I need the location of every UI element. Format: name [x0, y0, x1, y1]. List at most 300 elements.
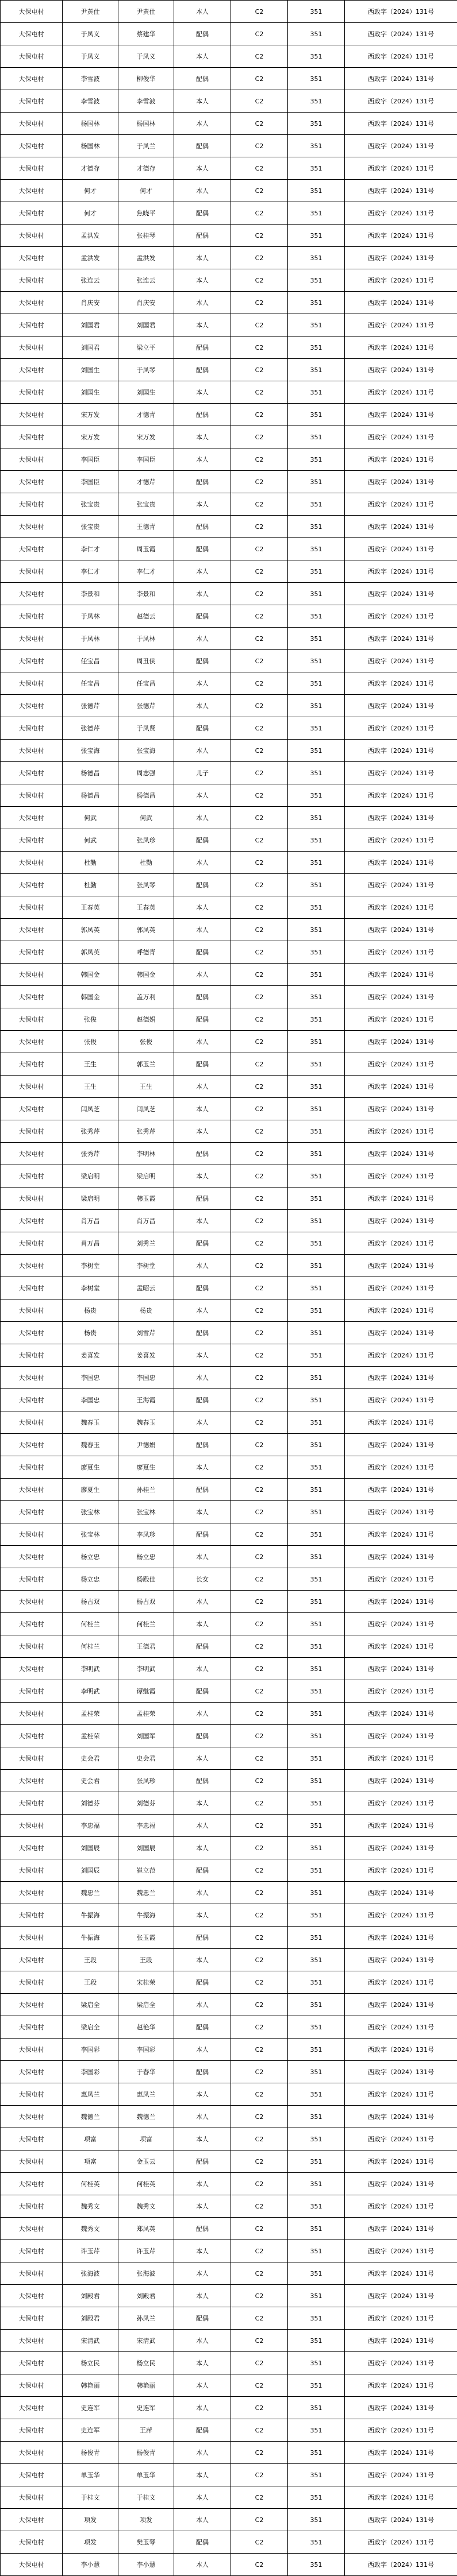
household-head-cell: 于凤义 — [63, 45, 118, 68]
amount-cell: 351 — [288, 1456, 345, 1479]
relation-cell: 本人 — [174, 1, 231, 23]
table-row — [1, 2061, 457, 2083]
table-row — [1, 2128, 457, 2150]
table-row — [1, 1658, 457, 1680]
document-number-cell: 西政字（2024）131号 — [345, 538, 457, 560]
class-cell: C2 — [231, 157, 288, 180]
class-cell: C2 — [231, 672, 288, 695]
class-cell: C2 — [231, 1053, 288, 1076]
household-head-cell: 孟洪发 — [63, 225, 118, 247]
village-cell: 大保屯村 — [1, 269, 63, 292]
class-cell: C2 — [231, 2486, 288, 2509]
amount-cell: 351 — [288, 1703, 345, 1725]
class-cell: C2 — [231, 919, 288, 941]
household-head-cell: 王生 — [63, 1076, 118, 1098]
table-row — [1, 1210, 457, 1232]
village-cell: 大保屯村 — [1, 986, 63, 1008]
household-head-cell: 梁启明 — [63, 1188, 118, 1210]
amount-cell: 351 — [288, 762, 345, 784]
class-cell: C2 — [231, 1255, 288, 1277]
household-head-cell: 牛振海 — [63, 1927, 118, 1949]
amount-cell: 351 — [288, 1591, 345, 1613]
amount-cell: 351 — [288, 1031, 345, 1053]
table-row — [1, 225, 457, 247]
village-cell: 大保屯村 — [1, 448, 63, 471]
document-number-cell: 西政字（2024）131号 — [345, 1747, 457, 1770]
table-row — [1, 23, 457, 45]
relation-cell: 本人 — [174, 2352, 231, 2374]
document-number-cell: 西政字（2024）131号 — [345, 247, 457, 269]
member-name-cell: 张凤琴 — [118, 874, 174, 896]
member-name-cell: 金玉云 — [118, 2150, 174, 2173]
document-number-cell: 西政字（2024）131号 — [345, 1815, 457, 1837]
table-row — [1, 2307, 457, 2330]
member-name-cell: 柳俊华 — [118, 68, 174, 90]
relation-cell: 配偶 — [174, 2061, 231, 2083]
household-head-cell: 刘国辰 — [63, 1837, 118, 1859]
amount-cell: 351 — [288, 1344, 345, 1367]
document-number-cell: 西政字（2024）131号 — [345, 2150, 457, 2173]
amount-cell: 351 — [288, 2285, 345, 2307]
relation-cell: 本人 — [174, 2195, 231, 2218]
member-name-cell: 尹德娟 — [118, 1434, 174, 1456]
member-name-cell: 李景和 — [118, 583, 174, 605]
village-cell: 大保屯村 — [1, 2442, 63, 2464]
village-cell: 大保屯村 — [1, 1658, 63, 1680]
member-name-cell: 刘国君 — [118, 314, 174, 336]
table-row — [1, 1904, 457, 1927]
village-cell: 大保屯村 — [1, 1344, 63, 1367]
relation-cell: 配偶 — [174, 1389, 231, 1411]
class-cell: C2 — [231, 1815, 288, 1837]
household-head-cell: 杨国林 — [63, 135, 118, 157]
member-name-cell: 张宝林 — [118, 1501, 174, 1523]
class-cell: C2 — [231, 426, 288, 448]
village-cell: 大保屯村 — [1, 1098, 63, 1120]
relation-cell: 长女 — [174, 1568, 231, 1591]
class-cell: C2 — [231, 2464, 288, 2486]
relation-cell: 配偶 — [174, 650, 231, 672]
village-cell: 大保屯村 — [1, 829, 63, 852]
class-cell: C2 — [231, 1456, 288, 1479]
class-cell: C2 — [231, 292, 288, 314]
document-number-cell: 西政字（2024）131号 — [345, 1546, 457, 1568]
member-name-cell: 孙桂兰 — [118, 1479, 174, 1501]
member-name-cell: 张秀芹 — [118, 1120, 174, 1143]
relation-cell: 本人 — [174, 1703, 231, 1725]
household-head-cell: 何才 — [63, 180, 118, 202]
amount-cell: 351 — [288, 1904, 345, 1927]
class-cell: C2 — [231, 448, 288, 471]
member-name-cell: 张连云 — [118, 269, 174, 292]
document-number-cell: 西政字（2024）131号 — [345, 1523, 457, 1546]
table-row — [1, 2531, 457, 2554]
table-row — [1, 829, 457, 852]
amount-cell: 351 — [288, 583, 345, 605]
class-cell: C2 — [231, 225, 288, 247]
document-number-cell: 西政字（2024）131号 — [345, 225, 457, 247]
relation-cell: 本人 — [174, 2442, 231, 2464]
document-number-cell: 西政字（2024）131号 — [345, 672, 457, 695]
village-cell: 大保屯村 — [1, 1434, 63, 1456]
household-head-cell: 项发 — [63, 2531, 118, 2554]
table-row — [1, 1143, 457, 1165]
relation-cell: 配偶 — [174, 1143, 231, 1165]
household-head-cell: 李国臣 — [63, 448, 118, 471]
document-number-cell: 西政字（2024）131号 — [345, 336, 457, 359]
member-name-cell: 张凤珍 — [118, 1770, 174, 1792]
village-cell: 大保屯村 — [1, 964, 63, 986]
household-head-cell: 杨俊青 — [63, 2442, 118, 2464]
class-cell: C2 — [231, 2262, 288, 2285]
household-head-cell: 杜勤 — [63, 874, 118, 896]
document-number-cell: 西政字（2024）131号 — [345, 1479, 457, 1501]
village-cell: 大保屯村 — [1, 650, 63, 672]
household-head-cell: 孟洪发 — [63, 247, 118, 269]
relation-cell: 本人 — [174, 919, 231, 941]
village-cell: 大保屯村 — [1, 762, 63, 784]
village-cell: 大保屯村 — [1, 2509, 63, 2531]
table-row — [1, 2554, 457, 2576]
village-cell: 大保屯村 — [1, 2330, 63, 2352]
document-number-cell: 西政字（2024）131号 — [345, 807, 457, 829]
document-number-cell: 西政字（2024）131号 — [345, 68, 457, 90]
amount-cell: 351 — [288, 1971, 345, 1994]
class-cell: C2 — [231, 1143, 288, 1165]
relation-cell: 配偶 — [174, 471, 231, 493]
village-cell: 大保屯村 — [1, 359, 63, 381]
household-head-cell: 郭凤英 — [63, 919, 118, 941]
village-cell: 大保屯村 — [1, 1479, 63, 1501]
amount-cell: 351 — [288, 2083, 345, 2106]
table-row — [1, 1501, 457, 1523]
class-cell: C2 — [231, 2419, 288, 2442]
relation-cell: 本人 — [174, 1792, 231, 1815]
household-head-cell: 张德芹 — [63, 717, 118, 740]
member-name-cell: 刘国军 — [118, 1725, 174, 1747]
class-cell: C2 — [231, 2106, 288, 2128]
member-name-cell: 魏忠兰 — [118, 1882, 174, 1904]
table-row — [1, 1546, 457, 1568]
household-head-cell: 魏秀文 — [63, 2218, 118, 2240]
amount-cell: 351 — [288, 650, 345, 672]
document-number-cell: 西政字（2024）131号 — [345, 986, 457, 1008]
relation-cell: 配偶 — [174, 2531, 231, 2554]
document-number-cell: 西政字（2024）131号 — [345, 135, 457, 157]
table-row — [1, 269, 457, 292]
amount-cell: 351 — [288, 1927, 345, 1949]
document-number-cell: 西政字（2024）131号 — [345, 740, 457, 762]
amount-cell: 351 — [288, 1434, 345, 1456]
document-number-cell: 西政字（2024）131号 — [345, 1389, 457, 1411]
table-row — [1, 2352, 457, 2374]
document-number-cell: 西政字（2024）131号 — [345, 45, 457, 68]
amount-cell: 351 — [288, 1210, 345, 1232]
relation-cell: 本人 — [174, 1076, 231, 1098]
village-cell: 大保屯村 — [1, 740, 63, 762]
member-name-cell: 史连军 — [118, 2397, 174, 2419]
table-row — [1, 1927, 457, 1949]
household-head-cell: 李明武 — [63, 1680, 118, 1703]
document-number-cell: 西政字（2024）131号 — [345, 583, 457, 605]
village-cell: 大保屯村 — [1, 2307, 63, 2330]
table-row — [1, 1613, 457, 1635]
class-cell: C2 — [231, 1568, 288, 1591]
document-number-cell: 西政字（2024）131号 — [345, 1456, 457, 1479]
amount-cell: 351 — [288, 1165, 345, 1188]
document-number-cell: 西政字（2024）131号 — [345, 2262, 457, 2285]
village-cell: 大保屯村 — [1, 2106, 63, 2128]
member-name-cell: 刘殿君 — [118, 2285, 174, 2307]
relation-cell: 本人 — [174, 1501, 231, 1523]
document-number-cell: 西政字（2024）131号 — [345, 1143, 457, 1165]
amount-cell: 351 — [288, 359, 345, 381]
household-head-cell: 李国彩 — [63, 2039, 118, 2061]
class-cell: C2 — [231, 560, 288, 583]
relation-cell: 配偶 — [174, 1232, 231, 1255]
class-cell: C2 — [231, 1949, 288, 1971]
relation-cell: 配偶 — [174, 986, 231, 1008]
class-cell: C2 — [231, 762, 288, 784]
member-name-cell: 周志强 — [118, 762, 174, 784]
amount-cell: 351 — [288, 314, 345, 336]
household-head-cell: 李国忠 — [63, 1367, 118, 1389]
class-cell: C2 — [231, 381, 288, 404]
household-head-cell: 李雪波 — [63, 68, 118, 90]
household-head-cell: 魏忠兰 — [63, 1882, 118, 1904]
member-name-cell: 李忠福 — [118, 1815, 174, 1837]
member-name-cell: 孟洪发 — [118, 247, 174, 269]
table-row — [1, 740, 457, 762]
document-number-cell: 西政字（2024）131号 — [345, 941, 457, 964]
member-name-cell: 周玉霞 — [118, 538, 174, 560]
member-name-cell: 李国臣 — [118, 448, 174, 471]
village-cell: 大保屯村 — [1, 426, 63, 448]
relation-cell: 本人 — [174, 381, 231, 404]
table-row — [1, 717, 457, 740]
amount-cell: 351 — [288, 2218, 345, 2240]
class-cell: C2 — [231, 2218, 288, 2240]
village-cell: 大保屯村 — [1, 180, 63, 202]
class-cell: C2 — [231, 1188, 288, 1210]
village-cell: 大保屯村 — [1, 157, 63, 180]
member-name-cell: 刘雪芹 — [118, 1322, 174, 1344]
table-row — [1, 68, 457, 90]
relation-cell: 本人 — [174, 2240, 231, 2262]
document-number-cell: 西政字（2024）131号 — [345, 2083, 457, 2106]
amount-cell: 351 — [288, 605, 345, 628]
amount-cell: 351 — [288, 1076, 345, 1098]
household-head-cell: 张宝贵 — [63, 516, 118, 538]
amount-cell: 351 — [288, 2106, 345, 2128]
amount-cell: 351 — [288, 1770, 345, 1792]
amount-cell: 351 — [288, 336, 345, 359]
village-cell: 大保屯村 — [1, 1703, 63, 1725]
class-cell: C2 — [231, 2016, 288, 2039]
class-cell: C2 — [231, 538, 288, 560]
relation-cell: 本人 — [174, 1747, 231, 1770]
class-cell: C2 — [231, 269, 288, 292]
table-row — [1, 1434, 457, 1456]
household-head-cell: 王生 — [63, 1053, 118, 1076]
village-cell: 大保屯村 — [1, 2039, 63, 2061]
household-head-cell: 梁启明 — [63, 1165, 118, 1188]
member-name-cell: 韩玉霞 — [118, 1188, 174, 1210]
amount-cell: 351 — [288, 1568, 345, 1591]
member-name-cell: 魏秀文 — [118, 2195, 174, 2218]
class-cell: C2 — [231, 2397, 288, 2419]
household-head-cell: 许玉芹 — [63, 2240, 118, 2262]
document-number-cell: 西政字（2024）131号 — [345, 1591, 457, 1613]
document-number-cell: 西政字（2024）131号 — [345, 695, 457, 717]
class-cell: C2 — [231, 1344, 288, 1367]
amount-cell: 351 — [288, 2128, 345, 2150]
member-name-cell: 李小慧 — [118, 2554, 174, 2576]
amount-cell: 351 — [288, 2195, 345, 2218]
table-row — [1, 1098, 457, 1120]
relation-cell: 配偶 — [174, 1859, 231, 1882]
document-number-cell: 西政字（2024）131号 — [345, 2419, 457, 2442]
relation-cell: 配偶 — [174, 1971, 231, 1994]
member-name-cell: 王段 — [118, 1949, 174, 1971]
member-name-cell: 姜喜发 — [118, 1344, 174, 1367]
relation-cell: 配偶 — [174, 202, 231, 225]
document-number-cell: 西政字（2024）131号 — [345, 2307, 457, 2330]
member-name-cell: 王德青 — [118, 516, 174, 538]
member-name-cell: 呼德青 — [118, 941, 174, 964]
member-name-cell: 宋万发 — [118, 426, 174, 448]
class-cell: C2 — [231, 2307, 288, 2330]
household-head-cell: 杜勤 — [63, 852, 118, 874]
table-row — [1, 2464, 457, 2486]
relation-cell: 本人 — [174, 695, 231, 717]
table-row — [1, 1076, 457, 1098]
amount-cell: 351 — [288, 672, 345, 695]
class-cell: C2 — [231, 1770, 288, 1792]
household-head-cell: 项富 — [63, 2150, 118, 2173]
relation-cell: 本人 — [174, 896, 231, 919]
table-row — [1, 1971, 457, 1994]
table-row — [1, 650, 457, 672]
village-cell: 大保屯村 — [1, 807, 63, 829]
village-cell: 大保屯村 — [1, 1, 63, 23]
village-cell: 大保屯村 — [1, 2173, 63, 2195]
class-cell: C2 — [231, 717, 288, 740]
household-head-cell: 刘殿君 — [63, 2307, 118, 2330]
relation-cell: 本人 — [174, 1994, 231, 2016]
member-name-cell: 郑凤英 — [118, 2218, 174, 2240]
household-head-cell: 韩国金 — [63, 964, 118, 986]
table-row — [1, 493, 457, 516]
household-head-cell: 张宝林 — [63, 1523, 118, 1546]
relation-cell: 本人 — [174, 1367, 231, 1389]
document-number-cell: 西政字（2024）131号 — [345, 605, 457, 628]
document-number-cell: 西政字（2024）131号 — [345, 1635, 457, 1658]
amount-cell: 351 — [288, 1411, 345, 1434]
class-cell: C2 — [231, 2039, 288, 2061]
amount-cell: 351 — [288, 247, 345, 269]
relation-cell: 本人 — [174, 2397, 231, 2419]
household-head-cell: 魏春玉 — [63, 1434, 118, 1456]
amount-cell: 351 — [288, 292, 345, 314]
household-head-cell: 王段 — [63, 1971, 118, 1994]
relation-cell: 本人 — [174, 583, 231, 605]
amount-cell: 351 — [288, 225, 345, 247]
village-cell: 大保屯村 — [1, 1165, 63, 1188]
village-cell: 大保屯村 — [1, 1546, 63, 1568]
village-cell: 大保屯村 — [1, 1994, 63, 2016]
relation-cell: 本人 — [174, 2106, 231, 2128]
table-row — [1, 1792, 457, 1815]
class-cell: C2 — [231, 1277, 288, 1299]
relation-cell: 配偶 — [174, 225, 231, 247]
amount-cell: 351 — [288, 448, 345, 471]
relation-cell: 本人 — [174, 1546, 231, 1568]
amount-cell: 351 — [288, 1747, 345, 1770]
class-cell: C2 — [231, 1098, 288, 1120]
document-number-cell: 西政字（2024）131号 — [345, 1008, 457, 1031]
village-cell: 大保屯村 — [1, 583, 63, 605]
relation-cell: 配偶 — [174, 1523, 231, 1546]
member-name-cell: 才德青 — [118, 404, 174, 426]
amount-cell: 351 — [288, 829, 345, 852]
relation-cell: 配偶 — [174, 605, 231, 628]
document-number-cell: 西政字（2024）131号 — [345, 2352, 457, 2374]
member-name-cell: 焦晓平 — [118, 202, 174, 225]
relation-cell: 配偶 — [174, 1635, 231, 1658]
amount-cell: 351 — [288, 1635, 345, 1658]
table-row — [1, 2016, 457, 2039]
member-name-cell: 杨立忠 — [118, 1546, 174, 1568]
amount-cell: 351 — [288, 135, 345, 157]
member-name-cell: 史会君 — [118, 1747, 174, 1770]
household-head-cell: 李仁才 — [63, 560, 118, 583]
document-number-cell: 西政字（2024）131号 — [345, 493, 457, 516]
document-number-cell: 西政字（2024）131号 — [345, 2039, 457, 2061]
village-cell: 大保屯村 — [1, 1927, 63, 1949]
document-number-cell: 西政字（2024）131号 — [345, 1255, 457, 1277]
document-number-cell: 西政字（2024）131号 — [345, 2240, 457, 2262]
class-cell: C2 — [231, 1411, 288, 1434]
relation-cell: 配偶 — [174, 23, 231, 45]
table-row — [1, 628, 457, 650]
document-number-cell: 西政字（2024）131号 — [345, 1076, 457, 1098]
member-name-cell: 李国忠 — [118, 1367, 174, 1389]
class-cell: C2 — [231, 202, 288, 225]
class-cell: C2 — [231, 1613, 288, 1635]
document-number-cell: 西政字（2024）131号 — [345, 1658, 457, 1680]
relation-cell: 配偶 — [174, 2419, 231, 2442]
amount-cell: 351 — [288, 2262, 345, 2285]
class-cell: C2 — [231, 2352, 288, 2374]
village-cell: 大保屯村 — [1, 2240, 63, 2262]
relation-cell: 配偶 — [174, 1322, 231, 1344]
table-row — [1, 2419, 457, 2442]
table-row — [1, 605, 457, 628]
amount-cell: 351 — [288, 1098, 345, 1120]
class-cell: C2 — [231, 2240, 288, 2262]
table-row — [1, 45, 457, 68]
member-name-cell: 崔立范 — [118, 1859, 174, 1882]
amount-cell: 351 — [288, 695, 345, 717]
village-cell: 大保屯村 — [1, 1747, 63, 1770]
relation-cell: 配偶 — [174, 717, 231, 740]
amount-cell: 351 — [288, 807, 345, 829]
relation-cell: 配偶 — [174, 1479, 231, 1501]
household-head-cell: 史连军 — [63, 2419, 118, 2442]
member-name-cell: 张凤珍 — [118, 829, 174, 852]
amount-cell: 351 — [288, 1053, 345, 1076]
